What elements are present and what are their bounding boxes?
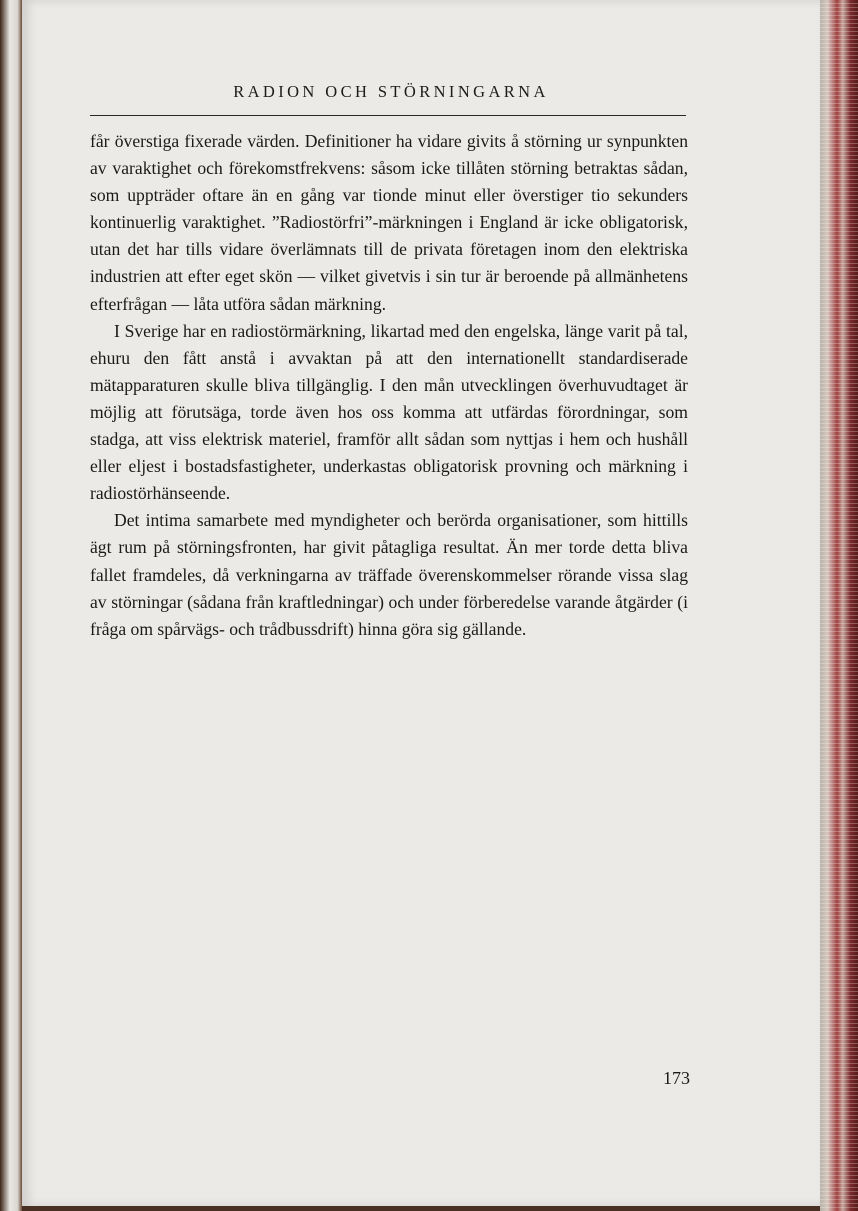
binding-edge [0,0,22,1211]
running-head: RADION OCH STÖRNINGARNA [233,82,549,101]
body-text [90,128,688,643]
page-bottom-edge [22,1206,820,1211]
paragraph-2: I Sverige har en radiostörmärkning, likartad med den engelska, länge varit på tal, ehuru den fått anstå i avvaktan på att den internationellt standardiserade mätapparaturen skulle bliva tillgänglig. I den mån utvecklingen överhuvudtaget är möjlig att förutsäga, torde även hos oss komma att utfärdas förordningar, som stadga, att viss elektrisk materiel, framför allt sådan som nyttjas i hem och hushåll eller eljest i bostadsfastigheter, underkastas obligatorisk provning och märkning i radiostörhänseende. [90,320,688,504]
paragraph-1: får överstiga fixerade värden. Definitioner ha vidare givits å störning ur synpunkten av varaktighet och förekomstfrekvens: såsom icke tillåten störning betraktas sådan, som uppträder oftare än en gång var tionde minut eller överstiger tio sekunders kontinuerlig varaktighet. ”Radiostörfri”-märkningen i England är icke obligatorisk, utan det har tills vidare överlämnats till de privata företagen inom den elektriska industrien att efter eget skön — vilket givetvis i sin tur är beroende på allmänhetens efterfrågan — låta utföra sådan märkning. [90,131,688,314]
page-number: 173 [663,1068,690,1088]
paragraph-3: Det intima samarbete med myndigheter och berörda organisationer, som hittills ägt rum på störningsfronten, har givit påtagliga resultat. Än mer torde detta bliva fallet framdeles, då verkningarna av träffade överenskommelser rörande vissa slag av störningar (sådana från kraftledningar) och under förberedelse varande åtgärder (i fråga om spårvägs- och trådbussdrift) hinna göra sig gällande. [90,510,688,639]
page-block-edge [820,0,858,1211]
header-rule [90,115,686,116]
